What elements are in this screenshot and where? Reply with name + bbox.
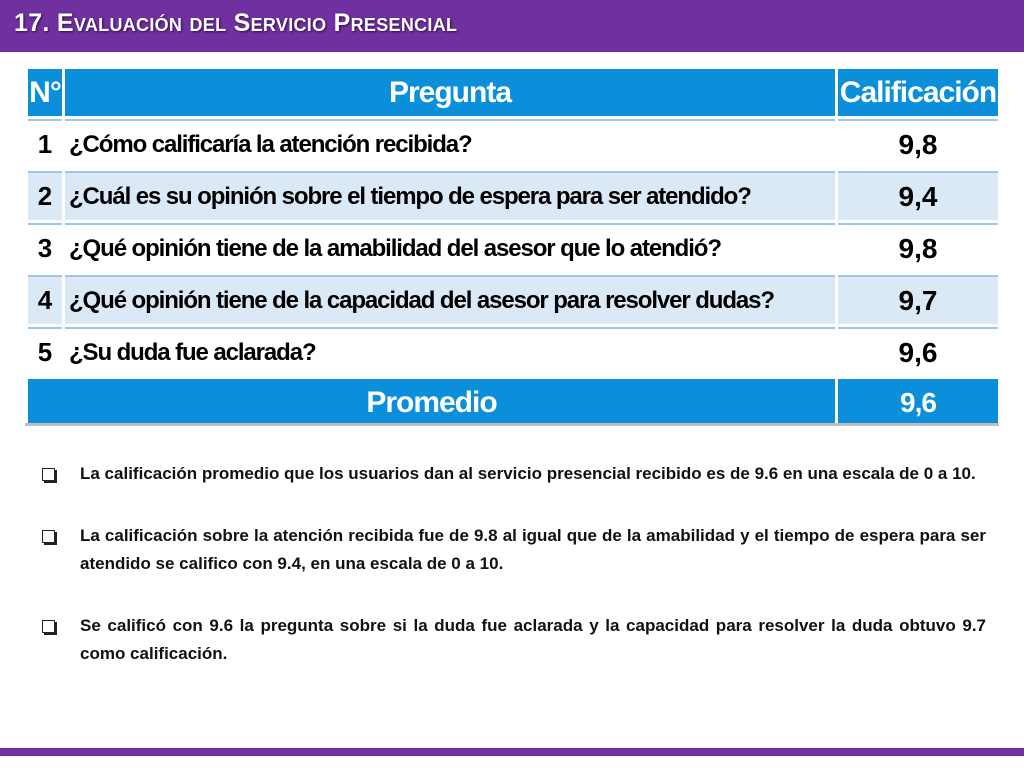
table-row <box>28 119 998 168</box>
row-question: ¿Qué opinión tiene de la capacidad del asesor para resolver dudas? <box>65 275 835 324</box>
row-score: 9,6 <box>838 327 998 376</box>
row-number: 1 <box>28 119 62 168</box>
note-text: La calificación sobre la atención recibida fue de 9.8 al igual que de la amabilidad y el tiempo de espera para ser atendido se califico con 9.4, en una escala de 0 a 10. <box>80 526 986 573</box>
note-text: Se calificó con 9.6 la pregunta sobre si la duda fue aclarada y la capacidad para resolver la duda obtuvo 9.7 como calificación. <box>80 616 986 663</box>
header-number: N° <box>28 69 62 116</box>
row-question: ¿Su duda fue aclarada? <box>65 327 835 376</box>
checkbox-icon <box>42 468 55 481</box>
average-value: 9,6 <box>838 379 998 426</box>
title-bar <box>0 0 1024 52</box>
bottom-bar <box>0 748 1024 756</box>
average-label: Promedio <box>28 379 835 426</box>
row-question: ¿Cuál es su opinión sobre el tiempo de espera para ser atendido? <box>65 171 835 220</box>
checkbox-icon <box>42 530 55 543</box>
slide-title: 17. Evaluación del Servicio Presencial <box>14 9 458 37</box>
note-item <box>40 460 986 488</box>
note-item <box>40 522 986 578</box>
header-score: Calificación <box>838 69 998 116</box>
row-number: 2 <box>28 171 62 220</box>
table-row <box>28 327 998 376</box>
table-shadow <box>25 423 999 426</box>
row-question: ¿Cómo calificaría la atención recibida? <box>65 119 835 168</box>
checkbox-icon <box>42 620 55 633</box>
row-score: 9,4 <box>838 171 998 220</box>
row-number: 5 <box>28 327 62 376</box>
table-row <box>28 171 998 220</box>
row-score: 9,8 <box>838 119 998 168</box>
notes-list <box>40 460 986 702</box>
row-question: ¿Qué opinión tiene de la amabilidad del asesor que lo atendió? <box>65 223 835 272</box>
row-score: 9,7 <box>838 275 998 324</box>
table-row <box>28 275 998 324</box>
note-item <box>40 612 986 668</box>
row-score: 9,8 <box>838 223 998 272</box>
table-row <box>28 223 998 272</box>
average-row <box>28 379 998 426</box>
row-number: 3 <box>28 223 62 272</box>
note-text: La calificación promedio que los usuarios dan al servicio presencial recibido es de 9.6 en una escala de 0 a 10. <box>80 464 976 483</box>
header-question: Pregunta <box>65 69 835 116</box>
evaluation-table <box>25 66 1001 429</box>
table-header-row <box>28 69 998 116</box>
row-number: 4 <box>28 275 62 324</box>
